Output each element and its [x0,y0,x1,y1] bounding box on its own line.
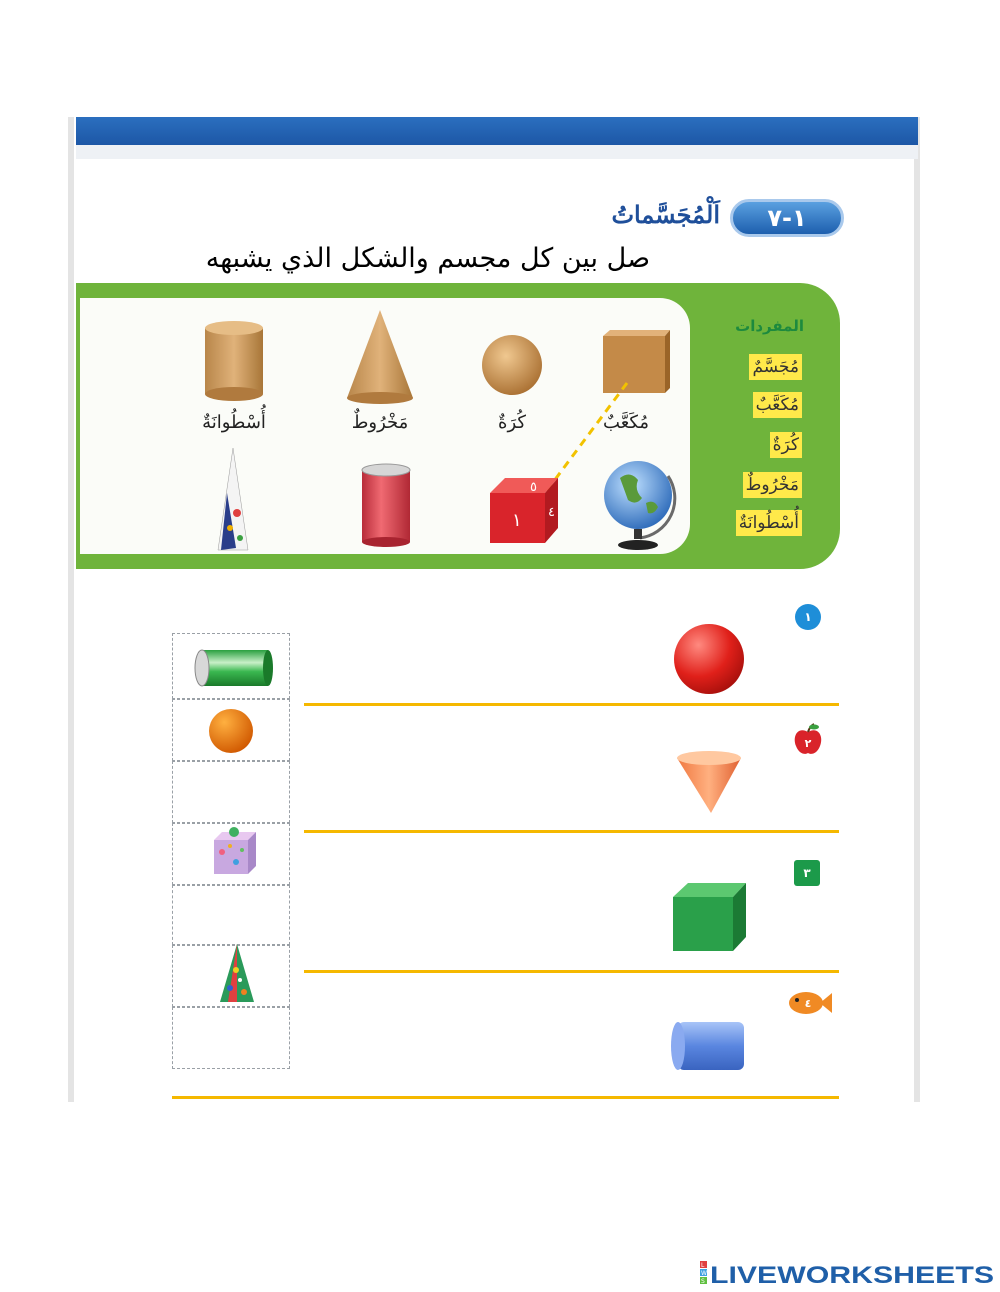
blue-cylinder-icon [671,1022,744,1070]
answer-box-5[interactable] [172,885,290,945]
globe-icon [604,461,675,550]
answer-box-3[interactable] [172,761,290,823]
question-4-fish-icon [786,988,834,1018]
instruction-text: صل بين كل مجسم والشكل الذي يشبهه [205,243,650,274]
header-bar [76,117,918,145]
vocab-word-solid: مُجَسَّمٌ [749,354,802,380]
exercise-shapes [660,615,760,1075]
header-bar-underline [76,145,918,159]
row-divider-4 [172,1096,839,1099]
liveworksheets-logo [700,1258,996,1288]
vocabulary-title: المفردات [735,317,804,335]
green-cube-icon [673,883,746,951]
party-hat-icon [218,448,248,550]
vocab-word-cone: مَخْرُوطٌ [743,472,802,498]
label-cube: مُكَعَّبٌ [603,412,649,433]
svg-text:W: W [701,1270,707,1277]
question-2-apple-icon [790,722,826,758]
label-sphere: كُرَةٌ [498,412,526,433]
vocab-word-sphere: كُرَةٌ [770,432,802,458]
label-cone: مَخْرُوطٌ [351,412,409,433]
orange-cone-icon [677,751,741,813]
vocab-word-cube: مُكَعَّبٌ [753,392,802,418]
orange-fruit-draggable[interactable] [206,706,256,756]
die-digit-side: ٤ [548,505,555,520]
die-digit-top: ٥ [530,480,537,495]
red-sphere-icon [674,624,744,694]
lesson-title: اَلْمُجَسَّماتُ [611,200,720,229]
gift-box-draggable[interactable] [208,826,260,878]
label-cylinder: أُسْطُوانَةٌ [202,412,266,433]
wooden-sphere-icon [482,335,542,395]
die-digit-front: ١ [512,510,522,531]
svg-text:L: L [701,1262,705,1269]
question-2-number: ٢ [804,737,812,750]
red-die-icon [490,478,558,543]
red-can-icon [362,464,410,547]
party-cone-draggable[interactable] [214,940,260,1006]
wooden-cube-icon [603,330,670,393]
svg-text:S: S [701,1278,705,1285]
question-3-badge: ٣ [794,860,820,886]
green-can-draggable[interactable] [190,640,276,696]
question-4-number: ٤ [804,997,812,1010]
wooden-cylinder-icon [205,321,263,401]
lesson-number-badge: ١-٧ [730,199,844,237]
answer-box-7[interactable] [172,1007,290,1069]
wooden-cone-icon [347,310,413,404]
question-1-badge: ١ [795,604,821,630]
vocab-word-cylinder: أُسْطُوانَةٌ [736,510,802,536]
brand-text: LIVEWORKSHEETS [710,1262,994,1288]
